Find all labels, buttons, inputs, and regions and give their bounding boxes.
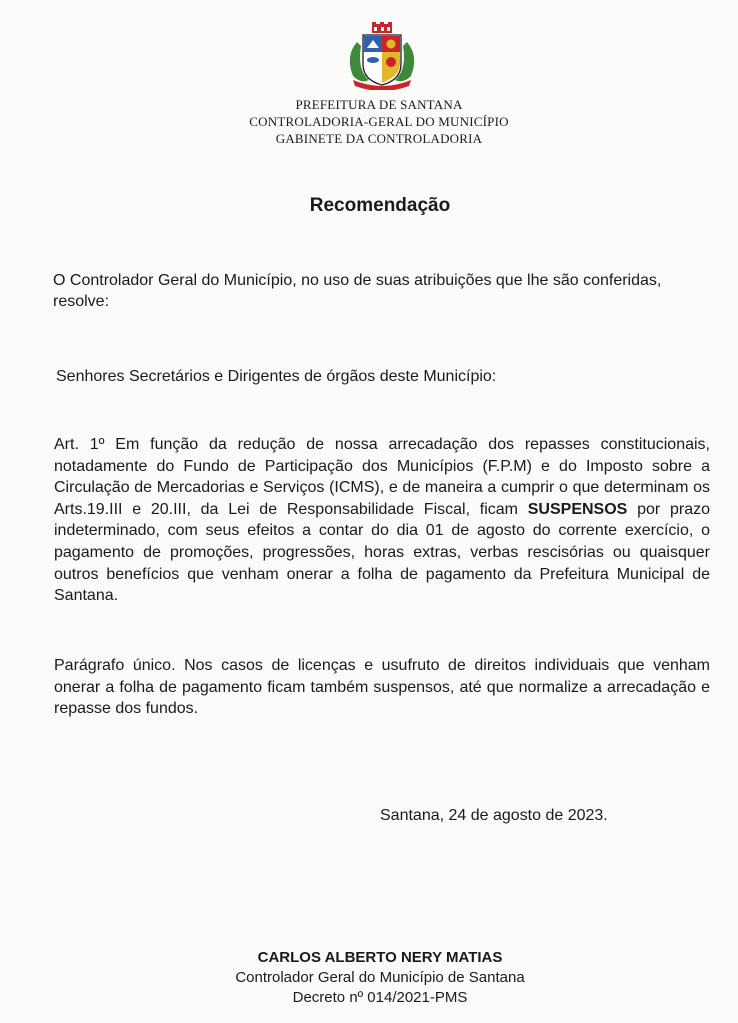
letterhead-prefeitura: PREFEITURA DE SANTANA: [295, 97, 463, 112]
intro-text: O Controlador Geral do Município, no uso de suas atribuições que lhe são conferidas, resolve:: [53, 272, 662, 310]
paragraph-unico: Parágrafo único. Nos casos de licenças e usufruto de direitos individuais que venham onerar a folha de pagamento ficam também suspensos, até que normalize a arrecadação e repasse dos fundos.: [54, 657, 710, 718]
document-title: Recomendação: [309, 195, 451, 216]
signatory-decree: Decreto nº 014/2021-PMS: [292, 989, 468, 1006]
letterhead-gabinete: GABINETE DA CONTROLADORIA: [275, 131, 483, 146]
article-1-text-end: por prazo indeterminado, com seus efeitos a contar do dia 01 de agosto do corrente exercício, o pagamento de promoções, progressões, horas extras, verbas rescisórias ou quaisquer outros benefícios que venham onerar a folha de pagamento da Prefeitura Municipal de Santana.: [54, 500, 710, 605]
article-1-bold-word: SUSPENSOS: [527, 500, 628, 518]
salutation-text: Senhores Secretários e Dirigentes de órgãos deste Município:: [56, 368, 497, 385]
article-1: [54, 434, 710, 607]
coat-of-arms-icon: [343, 22, 421, 90]
signature-block: [0, 948, 738, 1008]
letterhead-controladoria: CONTROLADORIA-GERAL DO MUNICÍPIO: [249, 114, 509, 129]
signatory-name: CARLOS ALBERTO NERY MATIAS: [257, 949, 503, 966]
letterhead: [0, 96, 738, 147]
article-1-text-start: Art. 1º Em função da redução de nossa arrecadação dos repasses constitucionais, notadamente do Fundo de Participação dos Municípios (F.P.M) e do Imposto sobre a Circulação de Mercadorias e Serviços (ICMS), e de maneira a cumprir o que determinam os Arts.19.III e 20.III, da Lei de Responsabilidade Fiscal, ficam: [54, 436, 710, 518]
document-date: Santana, 24 de agosto de 2023.: [380, 807, 608, 824]
signatory-role: Controlador Geral do Município de Santana: [235, 969, 525, 986]
